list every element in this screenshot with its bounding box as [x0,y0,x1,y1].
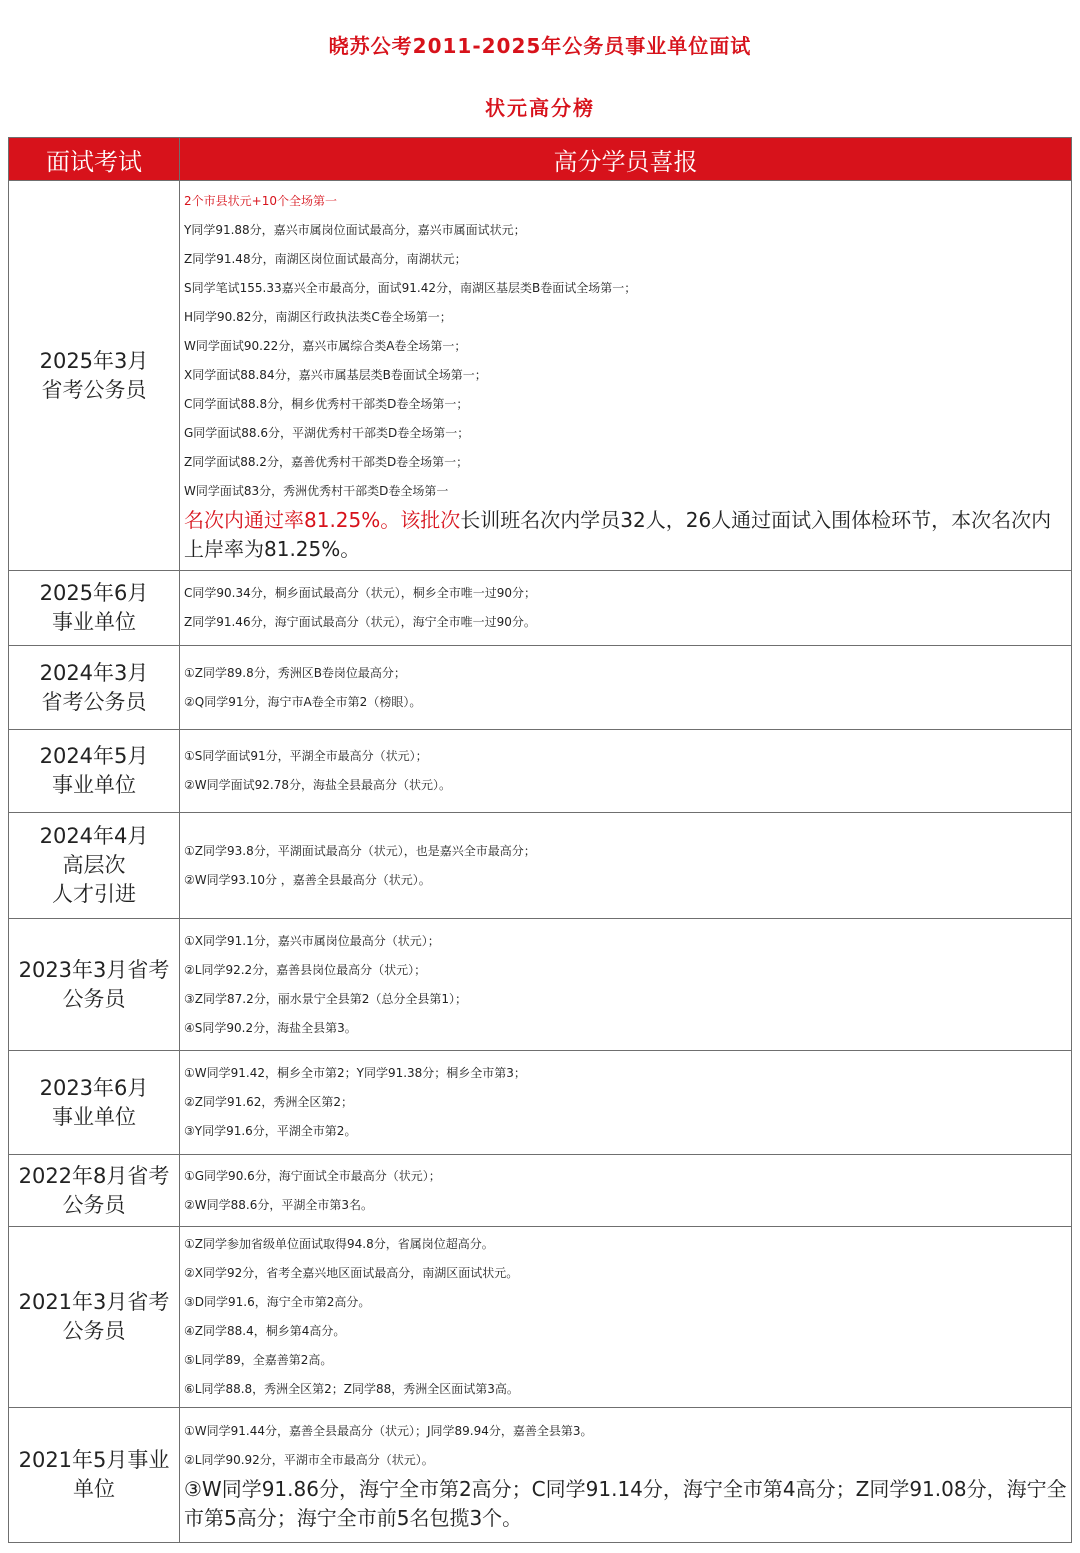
result-line: ②X同学92分，省考全嘉兴地区面试最高分，南湖区面试状元。 [184,1266,519,1280]
result-line: G同学面试88.6分，平湖优秀村干部类D卷全场第一； [184,426,470,440]
table-row [9,181,1072,571]
results-cell [180,919,1072,1051]
exam-line: 2022年8月省考 [18,1163,170,1188]
exam-line: 高层次 [62,853,126,877]
exam-cell [9,181,180,571]
result-line: Z同学91.48分，南湖区岗位面试最高分，南湖状元； [184,252,467,266]
result-line: C同学面试88.8分，桐乡优秀村干部类D卷全场第一； [184,397,469,411]
exam-line: 2024年4月 [39,824,149,848]
exam-cell [9,1227,180,1408]
exam-line: 单位 [73,1477,115,1501]
exam-line: 事业单位 [52,1104,136,1129]
exam-cell [9,1051,180,1155]
exam-line: 2025年6月 [39,581,149,605]
header-exam: 面试考试 [9,138,180,181]
table-row [9,730,1072,813]
result-line: ②W同学88.6分，平湖全市第3名。 [184,1197,373,1212]
result-line: Y同学91.88分，嘉兴市属岗位面试最高分，嘉兴市属面试状元； [184,223,526,237]
exam-line: 公务员 [62,1192,126,1217]
exam-cell [9,813,180,919]
table-row [9,1051,1072,1155]
result-line: ③W同学91.86分，海宁全市第2高分；C同学91.14分，海宁全市第4高分；Z同学91.08分，海宁全市第5高分；海宁全市前5名包揽3个。 [184,1477,1067,1530]
title-line-2: 状元高分榜 [485,96,595,120]
result-line: ④S同学90.2分，海盐全县第3。 [184,1020,357,1035]
result-line: ①W同学91.44分，嘉善全县最高分（状元）；J同学89.94分，嘉善全县第3。 [184,1424,593,1438]
result-line: ①S同学面试91分，平湖全市最高分（状元）； [184,749,428,763]
table-row [9,813,1072,919]
result-line: ②L同学90.92分，平湖市全市最高分（状元）。 [184,1453,434,1467]
result-line: X同学面试88.84分，嘉兴市属基层类B卷面试全场第一； [184,368,487,382]
header-results: 高分学员喜报 [180,138,1072,181]
result-line: ①Z同学93.8分，平湖面试最高分（状元），也是嘉兴全市最高分； [184,843,536,858]
result-line: C同学90.34分，桐乡面试最高分（状元），桐乡全市唯一过90分； [184,586,537,600]
result-line: ②W同学93.10分 ，嘉善全县最高分（状元）。 [184,872,431,887]
results-cell [180,646,1072,730]
exam-line: 2021年3月省考 [18,1290,170,1314]
pass-rate-highlight: 名次内通过率81.25%。该批次 [184,508,461,532]
exam-cell [9,571,180,646]
exam-line: 省考公务员 [41,689,147,714]
result-line: ③D同学91.6，海宁全市第2高分。 [184,1295,371,1309]
result-line: ②L同学92.2分，嘉善县岗位最高分（状元）； [184,962,427,977]
table-header-row [9,138,1072,181]
table-row [9,1227,1072,1408]
table-row [9,919,1072,1051]
exam-line: 2023年3月省考 [18,957,170,982]
result-line: ②Q同学91分，海宁市A卷全市第2（榜眼）。 [184,694,422,709]
title-block [0,0,1080,137]
result-line: ⑥L同学88.8，秀洲全区第2；Z同学88，秀洲全区面试第3高。 [184,1382,519,1396]
exam-cell [9,1408,180,1543]
table-row [9,1155,1072,1227]
results-cell [180,181,1072,571]
exam-line: 公务员 [62,1319,126,1343]
exam-cell [9,730,180,813]
results-cell [180,1051,1072,1155]
score-table [8,137,1072,1543]
result-line: Z同学91.46分，海宁面试最高分（状元），海宁全市唯一过90分。 [184,615,536,629]
result-line: S同学笔试155.33嘉兴全市最高分，面试91.42分，南湖区基层类B卷面试全场第一； [184,281,637,295]
result-line: W同学面试90.22分，嘉兴市属综合类A卷全场第一； [184,339,467,353]
results-cell [180,1408,1072,1543]
result-line: ②Z同学91.62，秀洲全区第2； [184,1095,353,1109]
results-cell [180,1155,1072,1227]
result-line: ①G同学90.6分，海宁面试全市最高分（状元）； [184,1168,441,1183]
result-line: W同学面试83分，秀洲优秀村干部类D卷全场第一 [184,484,449,498]
result-line: ③Z同学87.2分，丽水景宁全县第2（总分全县第1）； [184,991,467,1006]
exam-line: 事业单位 [52,610,136,634]
exam-line: 2024年5月 [39,744,149,768]
exam-line: 公务员 [62,986,126,1011]
pass-rate-detail: 长训班名次内学员32人，26人通过面试入围体检环节，本次名次内上岸率为81.25%。 [184,508,1052,561]
results-cell [180,571,1072,646]
exam-cell [9,646,180,730]
exam-cell [9,1155,180,1227]
result-line: ①X同学91.1分，嘉兴市属岗位最高分（状元）； [184,933,440,948]
exam-line: 人才引进 [52,882,136,906]
exam-line: 2025年3月 [39,348,149,373]
result-line: ⑤L同学89，全嘉善第2高。 [184,1353,333,1367]
title-line-1: 晓苏公考2011-2025年公务员事业单位面试 [328,34,752,58]
result-line: ①W同学91.42，桐乡全市第2；Y同学91.38分；桐乡全市第3； [184,1066,526,1080]
exam-cell [9,919,180,1051]
pass-rate-note [184,506,1067,564]
result-line: ②W同学面试92.78分，海盐全县最高分（状元）。 [184,778,451,792]
exam-line: 2023年6月 [39,1075,149,1100]
result-line: ③Y同学91.6分，平湖全市第2。 [184,1124,357,1138]
exam-line: 2021年5月事业 [18,1448,170,1472]
results-cell [180,730,1072,813]
results-cell [180,1227,1072,1408]
result-line: Z同学面试88.2分，嘉善优秀村干部类D卷全场第一； [184,455,469,469]
result-line: ④Z同学88.4，桐乡第4高分。 [184,1324,346,1338]
results-cell [180,813,1072,919]
table-row [9,646,1072,730]
exam-line: 省考公务员 [41,377,147,402]
result-line: ①Z同学参加省级单位面试取得94.8分，省属岗位超高分。 [184,1237,494,1251]
exam-line: 事业单位 [52,773,136,797]
table-row [9,1408,1072,1543]
result-line: H同学90.82分，南湖区行政执法类C卷全场第一； [184,310,452,324]
result-line: ①Z同学89.8分，秀洲区B卷岗位最高分； [184,665,406,680]
table-row [9,571,1072,646]
row-headline: 2个市县状元+10个全场第一 [184,194,337,208]
exam-line: 2024年3月 [39,660,149,685]
